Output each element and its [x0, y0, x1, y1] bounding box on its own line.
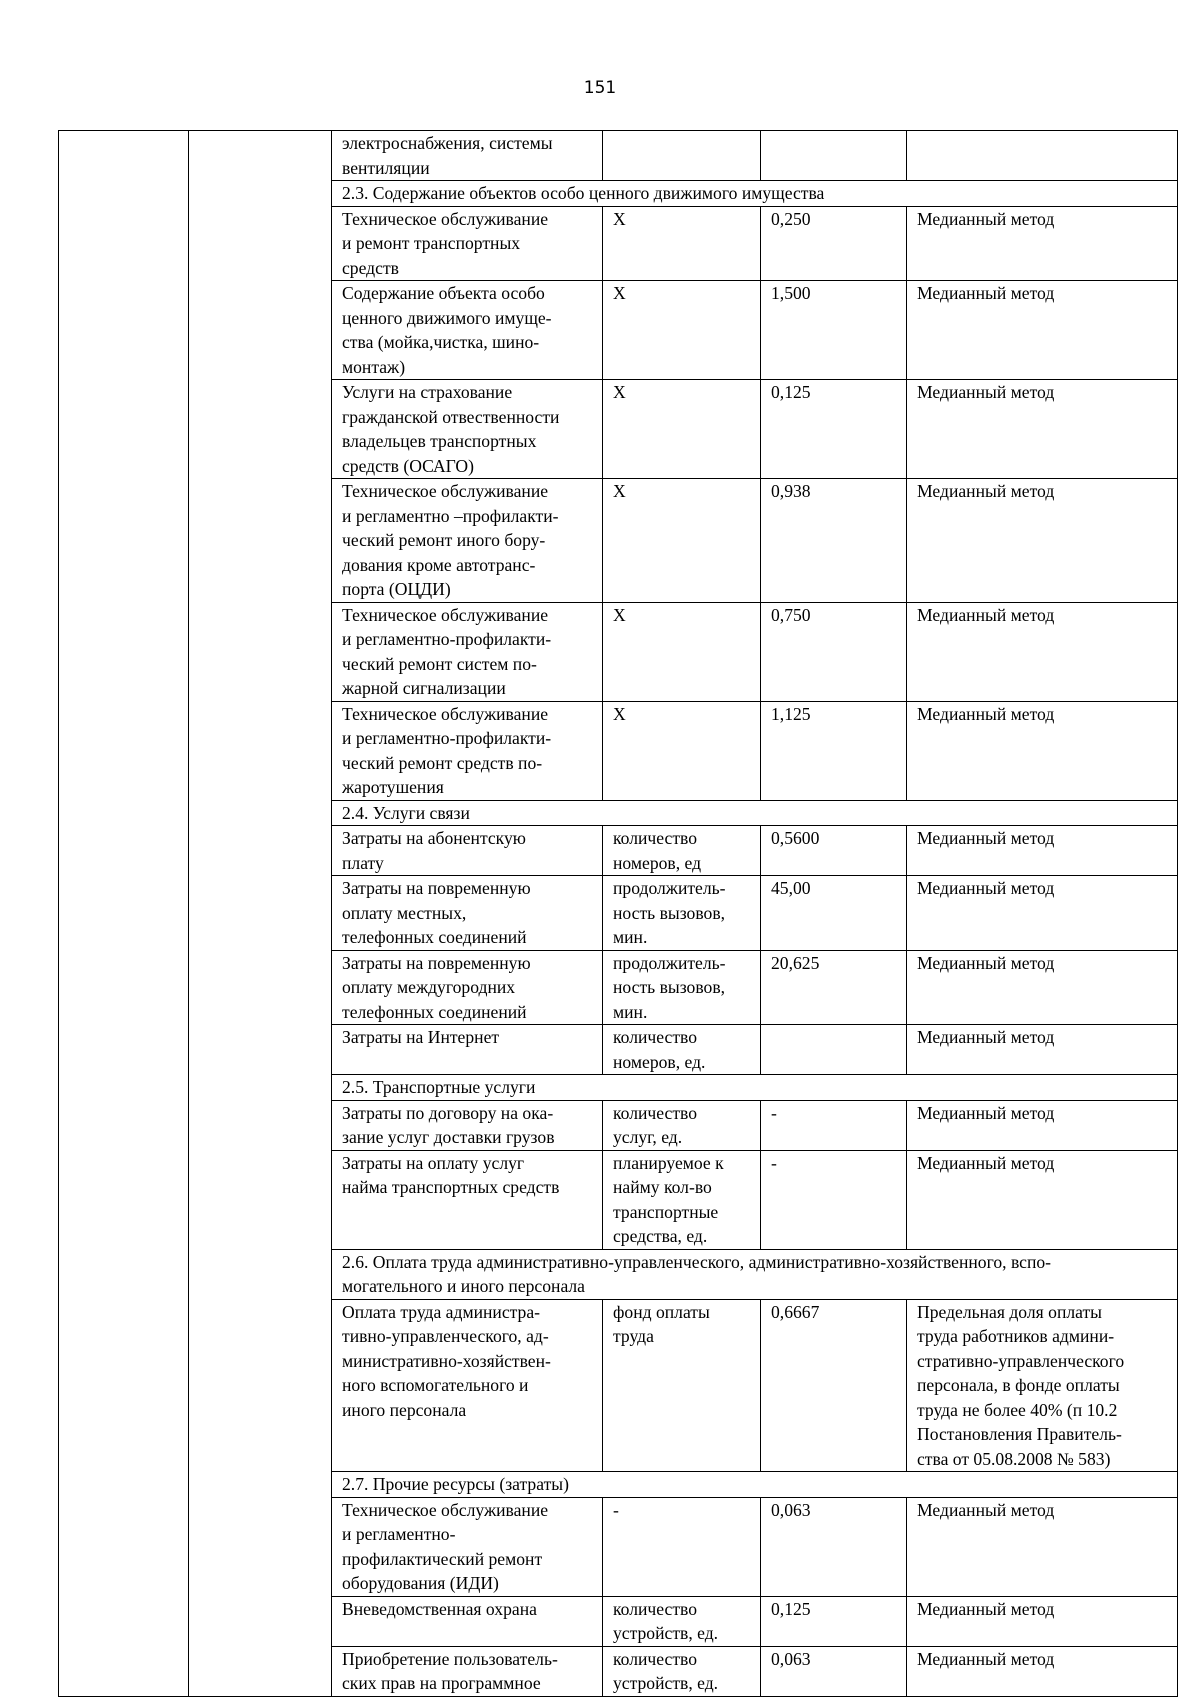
cost-item-name: Оплата труда администра- тивно-управленческого, ад- министративно-хозяйствен- ного вспомогательного и иного персонала	[332, 1299, 603, 1472]
method-cell: Медианный метод	[907, 206, 1178, 281]
unit-cell: количество номеров, ед	[603, 826, 761, 876]
unit-cell: Х	[603, 701, 761, 800]
norm-value: 0,750	[761, 602, 907, 701]
unit-cell: Х	[603, 206, 761, 281]
method-cell: Медианный метод	[907, 1596, 1178, 1646]
cost-item-name: Техническое обслуживание и ремонт транспортных средств	[332, 206, 603, 281]
method-cell: Медианный метод	[907, 1646, 1178, 1696]
method-cell	[907, 131, 1178, 181]
table-row	[59, 131, 1178, 181]
cost-item-name: Техническое обслуживание и регламентно- профилактический ремонт оборудования (ИДИ)	[332, 1497, 603, 1596]
empty-column-1	[59, 131, 189, 1697]
unit-cell: Х	[603, 602, 761, 701]
method-cell: Предельная доля оплаты труда работников админи- стративно-управленческого персонала, в фонде оплаты труда не более 40% (п 10.2 Постановления Правитель- ства от 05.08.2008 № 583)	[907, 1299, 1178, 1472]
unit-cell: количество устройств, ед.	[603, 1646, 761, 1696]
cost-item-name: Затраты на Интернет	[332, 1025, 603, 1075]
cost-item-name: Услуги на страхование гражданской отвественности владельцев транспортных средств (ОСАГО)	[332, 380, 603, 479]
norm-value: 1,125	[761, 701, 907, 800]
norm-value: 0,5600	[761, 826, 907, 876]
cost-norms-table	[58, 130, 1178, 1697]
unit-cell: фонд оплаты труда	[603, 1299, 761, 1472]
method-cell: Медианный метод	[907, 1150, 1178, 1249]
cost-item-name: Техническое обслуживание и регламентно-профилакти- ческий ремонт систем по- жарной сигнализации	[332, 602, 603, 701]
norm-value: -	[761, 1150, 907, 1249]
method-cell: Медианный метод	[907, 1025, 1178, 1075]
section-title: 2.6. Оплата труда административно-управленческого, административно-хозяйственного, вспо- могательного и иного персонала	[332, 1249, 1178, 1299]
norm-value	[761, 131, 907, 181]
section-title: 2.4. Услуги связи	[332, 800, 1178, 826]
unit-cell: планируемое к найму кол-во транспортные средства, ед.	[603, 1150, 761, 1249]
empty-column-2	[189, 131, 332, 1697]
page-number: 151	[583, 78, 617, 98]
cost-item-name: Затраты по договору на ока- зание услуг доставки грузов	[332, 1100, 603, 1150]
unit-cell: Х	[603, 281, 761, 380]
section-title: 2.3. Содержание объектов особо ценного движимого имущества	[332, 181, 1178, 207]
unit-cell: продолжитель- ность вызовов, мин.	[603, 950, 761, 1025]
unit-cell	[603, 131, 761, 181]
cost-item-name: Содержание объекта особо ценного движимого имуще- ства (мойка,чистка, шино- монтаж)	[332, 281, 603, 380]
unit-cell: количество устройств, ед.	[603, 1596, 761, 1646]
method-cell: Медианный метод	[907, 281, 1178, 380]
norm-value: 20,625	[761, 950, 907, 1025]
norm-value: 0,938	[761, 479, 907, 603]
method-cell: Медианный метод	[907, 950, 1178, 1025]
norm-value	[761, 1025, 907, 1075]
cost-item-name: Затраты на повременную оплату междугородних телефонных соединений	[332, 950, 603, 1025]
unit-cell: количество услуг, ед.	[603, 1100, 761, 1150]
cost-item-name: Вневедомственная охрана	[332, 1596, 603, 1646]
norm-value: 1,500	[761, 281, 907, 380]
cost-item-name: электроснабжения, системы вентиляции	[332, 131, 603, 181]
method-cell: Медианный метод	[907, 479, 1178, 603]
method-cell: Медианный метод	[907, 602, 1178, 701]
cost-item-name: Затраты на оплату услуг найма транспортных средств	[332, 1150, 603, 1249]
method-cell: Медианный метод	[907, 1497, 1178, 1596]
norm-value: 0,6667	[761, 1299, 907, 1472]
norm-value: 45,00	[761, 876, 907, 951]
unit-cell: -	[603, 1497, 761, 1596]
method-cell: Медианный метод	[907, 876, 1178, 951]
unit-cell: Х	[603, 479, 761, 603]
method-cell: Медианный метод	[907, 380, 1178, 479]
method-cell: Медианный метод	[907, 1100, 1178, 1150]
table-body	[59, 131, 1178, 1697]
section-title: 2.7. Прочие ресурсы (затраты)	[332, 1472, 1178, 1498]
section-title: 2.5. Транспортные услуги	[332, 1075, 1178, 1101]
norm-value: 0,250	[761, 206, 907, 281]
cost-item-name: Техническое обслуживание и регламентно-профилакти- ческий ремонт средств по- жаротушения	[332, 701, 603, 800]
unit-cell: Х	[603, 380, 761, 479]
norm-value: 0,125	[761, 1596, 907, 1646]
cost-item-name: Приобретение пользователь- ских прав на программное	[332, 1646, 603, 1696]
method-cell: Медианный метод	[907, 701, 1178, 800]
norm-value: 0,125	[761, 380, 907, 479]
cost-item-name: Затраты на повременную оплату местных, телефонных соединений	[332, 876, 603, 951]
norm-value: 0,063	[761, 1497, 907, 1596]
cost-item-name: Затраты на абонентскую плату	[332, 826, 603, 876]
method-cell: Медианный метод	[907, 826, 1178, 876]
norm-value: 0,063	[761, 1646, 907, 1696]
unit-cell: количество номеров, ед.	[603, 1025, 761, 1075]
cost-item-name: Техническое обслуживание и регламентно –профилакти- ческий ремонт иного бору- дования кроме автотранс- порта (ОЦДИ)	[332, 479, 603, 603]
norm-value: -	[761, 1100, 907, 1150]
unit-cell: продолжитель- ность вызовов, мин.	[603, 876, 761, 951]
